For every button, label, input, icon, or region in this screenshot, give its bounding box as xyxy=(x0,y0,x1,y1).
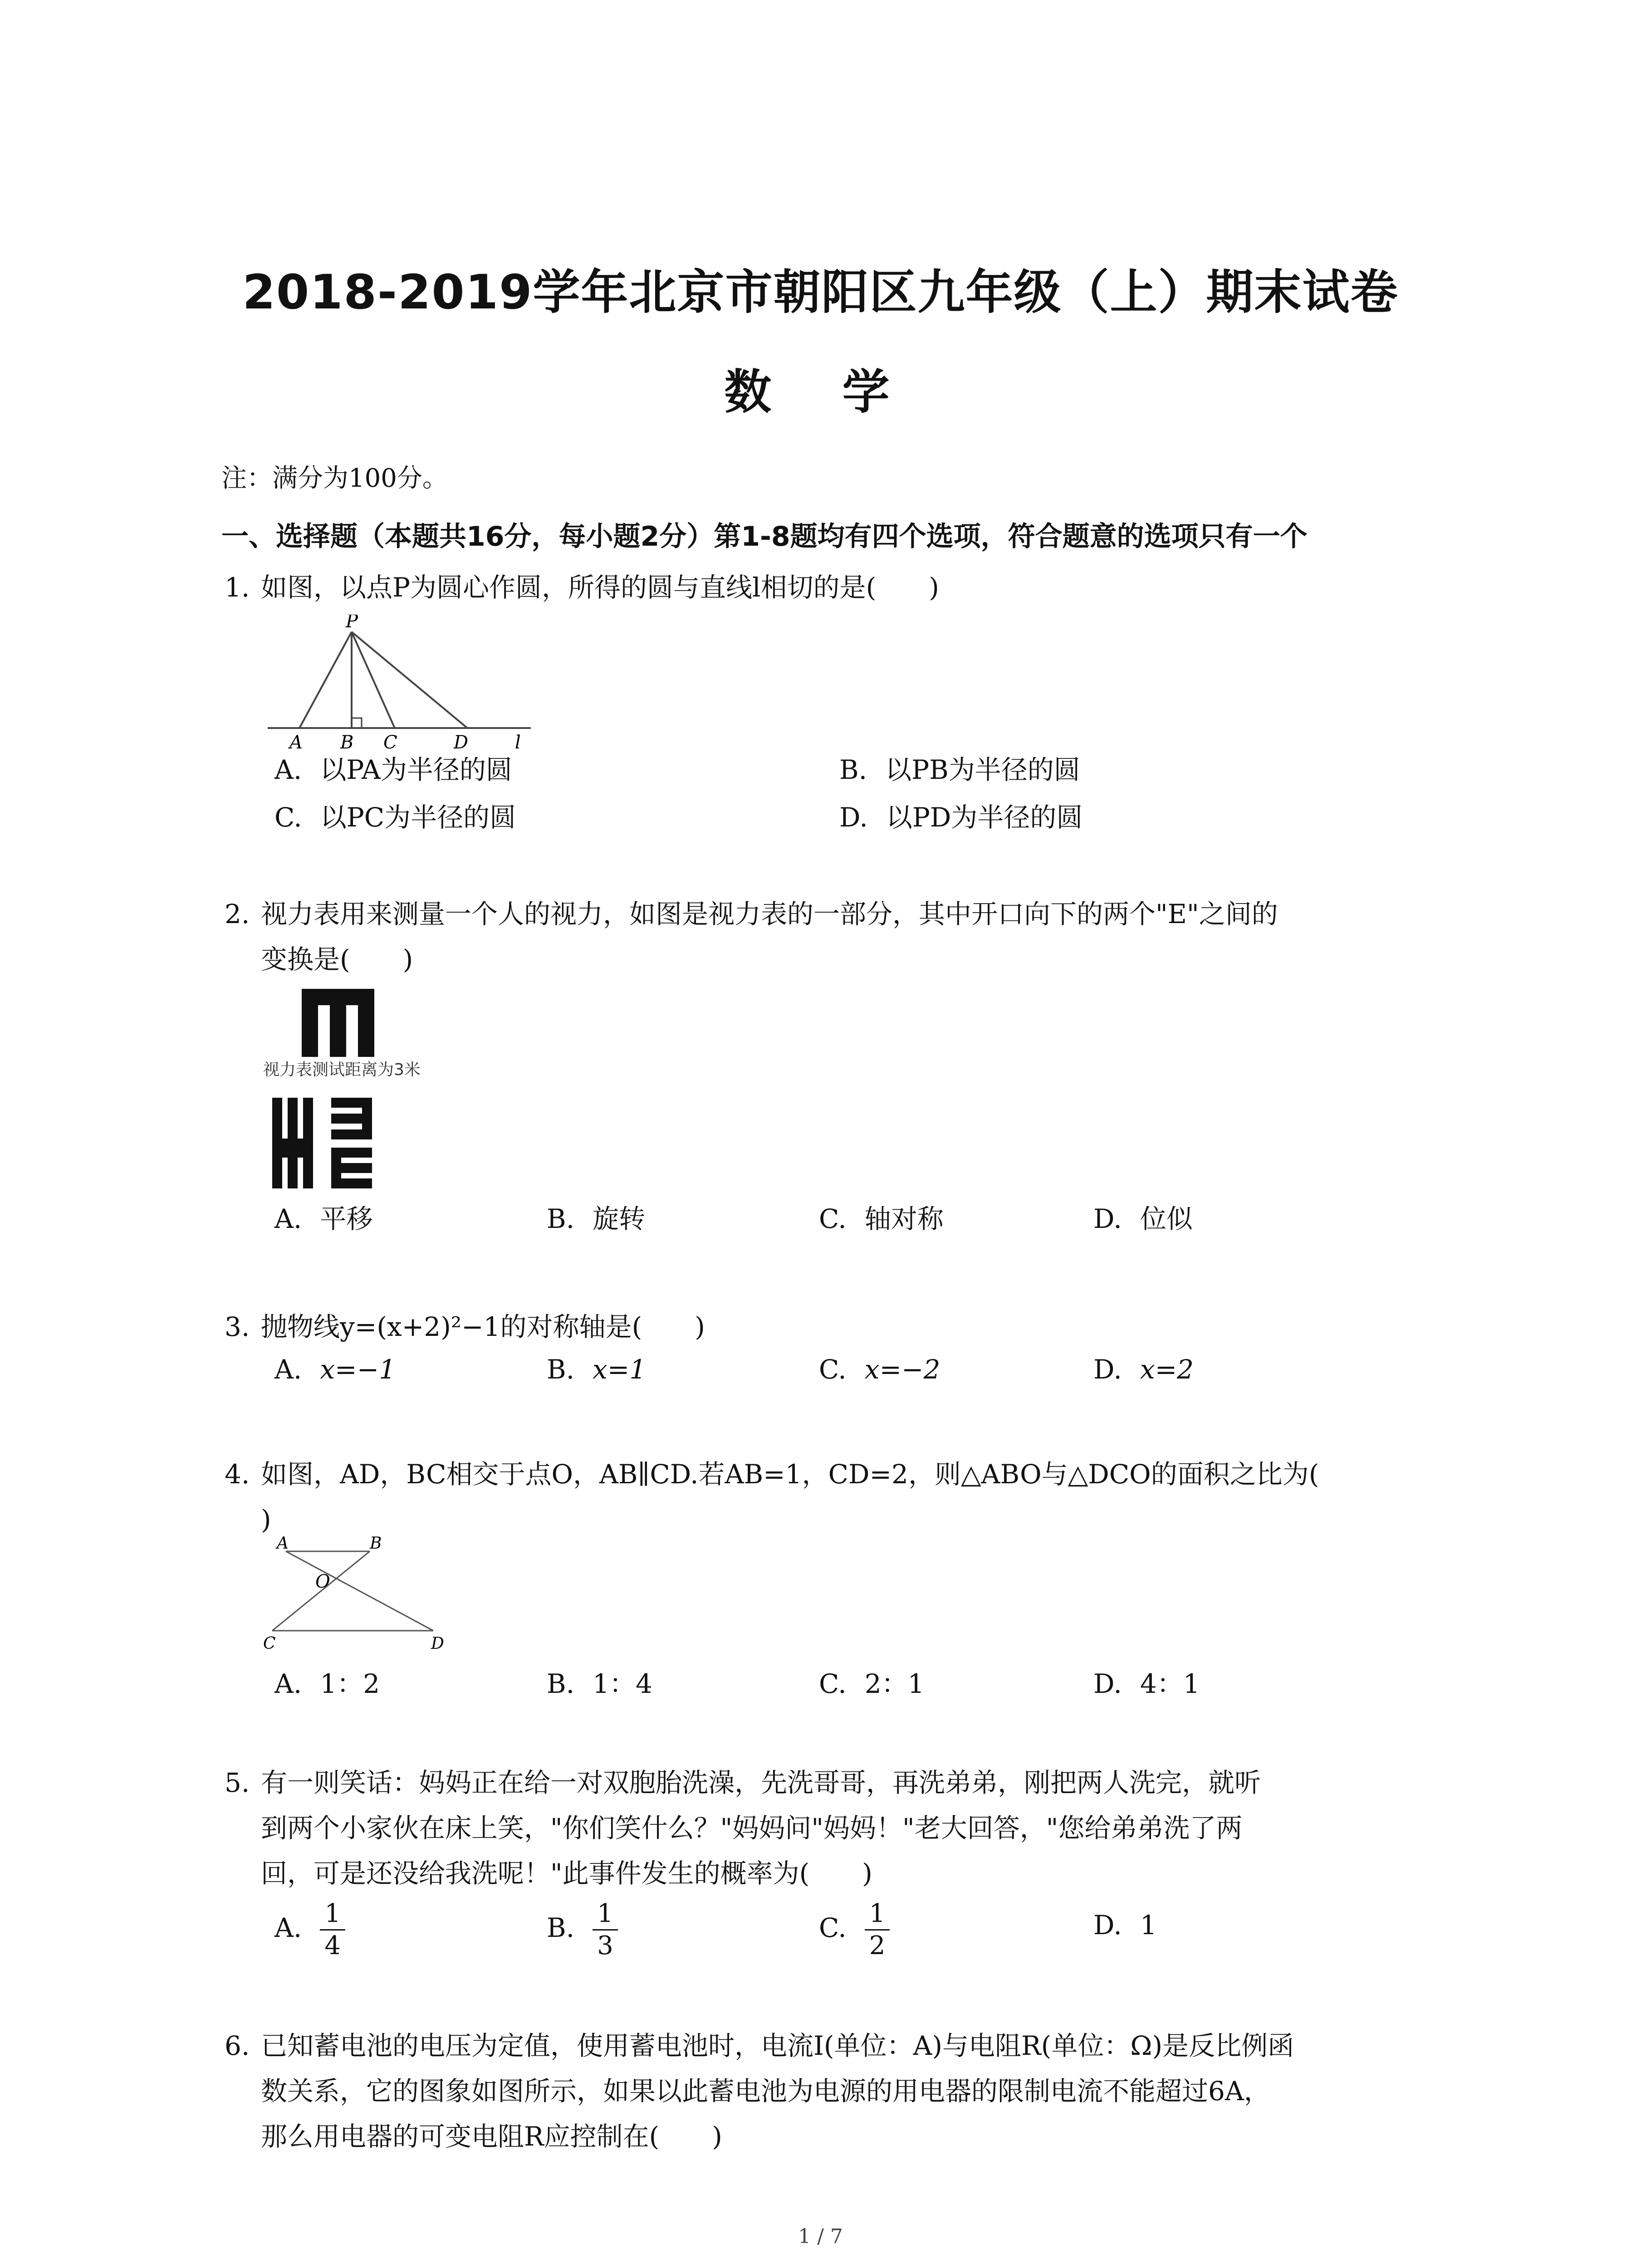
question-text-line-1: 视力表用来测量一个人的视力，如图是视力表的一部分，其中开口向下的两个"E"之间的 xyxy=(261,899,1278,929)
q4-option-d[interactable]: D. 4：1 xyxy=(1093,1668,1200,1699)
label-l: l xyxy=(515,732,521,751)
e-opening-right xyxy=(331,1148,372,1188)
e-opening-down-large xyxy=(302,989,374,1057)
q1-option-a[interactable]: A. 以PA为半径的圆 xyxy=(274,754,512,785)
label-p: P xyxy=(346,615,358,632)
segment-pa xyxy=(299,632,352,728)
question-text-line-1: 有一则笑话：妈妈正在给一对双胞胎洗澡，先洗哥哥，再洗弟弟，刚把两人洗完，就听 xyxy=(261,1767,1261,1798)
q1-figure xyxy=(268,615,540,751)
label-d: D xyxy=(431,1634,444,1653)
question-text-line-2: 数关系，它的图象如图所示，如果以此蓄电池为电源的用电器的限制电流不能超过6A， xyxy=(261,2076,1270,2107)
q2-eye-chart-figure xyxy=(263,984,454,1193)
chart-caption: 视力表测试距离为3米 xyxy=(263,1061,421,1079)
fraction: $\frac{1}{4}$ xyxy=(320,1898,345,1961)
q2-option-b[interactable]: B. 旋转 xyxy=(547,1203,646,1234)
question-4 xyxy=(225,1452,1486,1542)
question-text-line-3: 那么用电器的可变电阻R应控制在( ) xyxy=(261,2121,722,2152)
q3-option-c[interactable]: C. x=−2 xyxy=(819,1354,941,1385)
q1-option-d[interactable]: D. 以PD为半径的圆 xyxy=(839,802,1083,833)
question-text: 如图，以点P为圆心作圆，所得的圆与直线l相切的是( ) xyxy=(261,572,939,603)
label-d: D xyxy=(454,732,469,751)
question-5 xyxy=(225,1760,1486,1896)
question-3 xyxy=(225,1304,1486,1349)
question-text-line-3: 回，可是还没给我洗呢！"此事件发生的概率为( ) xyxy=(261,1858,872,1889)
e-opening-left xyxy=(331,1098,372,1139)
question-text-line-1: 已知蓄电池的电压为定值，使用蓄电池时，电流I(单位：A)与电阻R(单位：Ω)是反比例函 xyxy=(261,2030,1294,2061)
q1-option-b[interactable]: B. 以PB为半径的圆 xyxy=(839,754,1080,785)
right-angle-mark xyxy=(352,718,362,728)
q3-option-b[interactable]: B. x=1 xyxy=(547,1354,647,1385)
q3-option-d[interactable]: D. x=2 xyxy=(1093,1354,1194,1385)
q4-figure xyxy=(259,1533,458,1656)
q1-option-c[interactable]: C. 以PC为半径的圆 xyxy=(274,802,516,833)
question-2 xyxy=(225,891,1486,982)
question-1 xyxy=(225,565,1486,610)
question-number: 2. xyxy=(225,899,250,929)
page-number: 1 / 7 xyxy=(798,2225,843,2248)
question-text: 抛物线y=(x+2)²−1的对称轴是( ) xyxy=(261,1311,705,1342)
q4-option-b[interactable]: B. 1：4 xyxy=(547,1668,652,1699)
label-a: A xyxy=(289,732,303,751)
label-c: C xyxy=(263,1634,276,1653)
question-number: 4. xyxy=(225,1459,250,1490)
score-note: 注：满分为100分。 xyxy=(221,464,448,493)
label-b: B xyxy=(370,1534,382,1553)
q5-option-a[interactable]: A. $\frac{1}{4}$ xyxy=(274,1898,345,1961)
e-opening-up xyxy=(272,1098,313,1149)
question-number: 5. xyxy=(225,1767,250,1798)
q4-option-a[interactable]: A. 1：2 xyxy=(274,1668,380,1699)
q5-option-c[interactable]: C. $\frac{1}{2}$ xyxy=(819,1898,890,1961)
question-text-line-1: 如图，AD，BC相交于点O，AB∥CD.若AB=1，CD=2，则△ABO与△DCO的面积之比为( xyxy=(261,1459,1319,1490)
e-opening-down-small xyxy=(272,1148,313,1188)
question-number: 3. xyxy=(225,1311,250,1342)
label-b: B xyxy=(340,732,354,751)
segment-pd xyxy=(352,632,467,728)
question-text-line-2: ) xyxy=(261,1504,271,1535)
q2-option-d[interactable]: D. 位似 xyxy=(1093,1203,1193,1234)
q2-option-a[interactable]: A. 平移 xyxy=(274,1203,373,1234)
segment-ad xyxy=(286,1551,433,1631)
q2-option-c[interactable]: C. 轴对称 xyxy=(819,1203,944,1234)
label-o: O xyxy=(315,1571,330,1592)
page-title: 2018-2019学年北京市朝阳区九年级（上）期末试卷 xyxy=(242,264,1399,320)
fraction: $\frac{1}{3}$ xyxy=(593,1898,618,1961)
q5-option-b[interactable]: B. $\frac{1}{3}$ xyxy=(547,1898,618,1961)
segment-pc xyxy=(352,632,395,728)
q4-option-c[interactable]: C. 2：1 xyxy=(819,1668,925,1699)
question-6 xyxy=(225,2023,1486,2159)
question-text-line-2: 变换是( ) xyxy=(261,944,413,975)
section-heading: 一、选择题（本题共16分，每小题2分）第1-8题均有四个选项，符合题意的选项只有一个 xyxy=(221,521,1308,552)
page-subtitle: 数 学 xyxy=(724,364,917,420)
question-number: 6. xyxy=(225,2030,250,2061)
label-c: C xyxy=(383,732,397,751)
q5-option-d[interactable]: D. 1 xyxy=(1093,1910,1157,1941)
question-text-line-2: 到两个小家伙在床上笑，"你们笑什么？"妈妈问"妈妈！"老大回答，"您给弟弟洗了两 xyxy=(261,1813,1243,1843)
q3-option-a[interactable]: A. x=−1 xyxy=(274,1354,396,1385)
label-a: A xyxy=(277,1534,289,1553)
question-number: 1. xyxy=(225,572,250,603)
fraction: $\frac{1}{2}$ xyxy=(865,1898,890,1961)
